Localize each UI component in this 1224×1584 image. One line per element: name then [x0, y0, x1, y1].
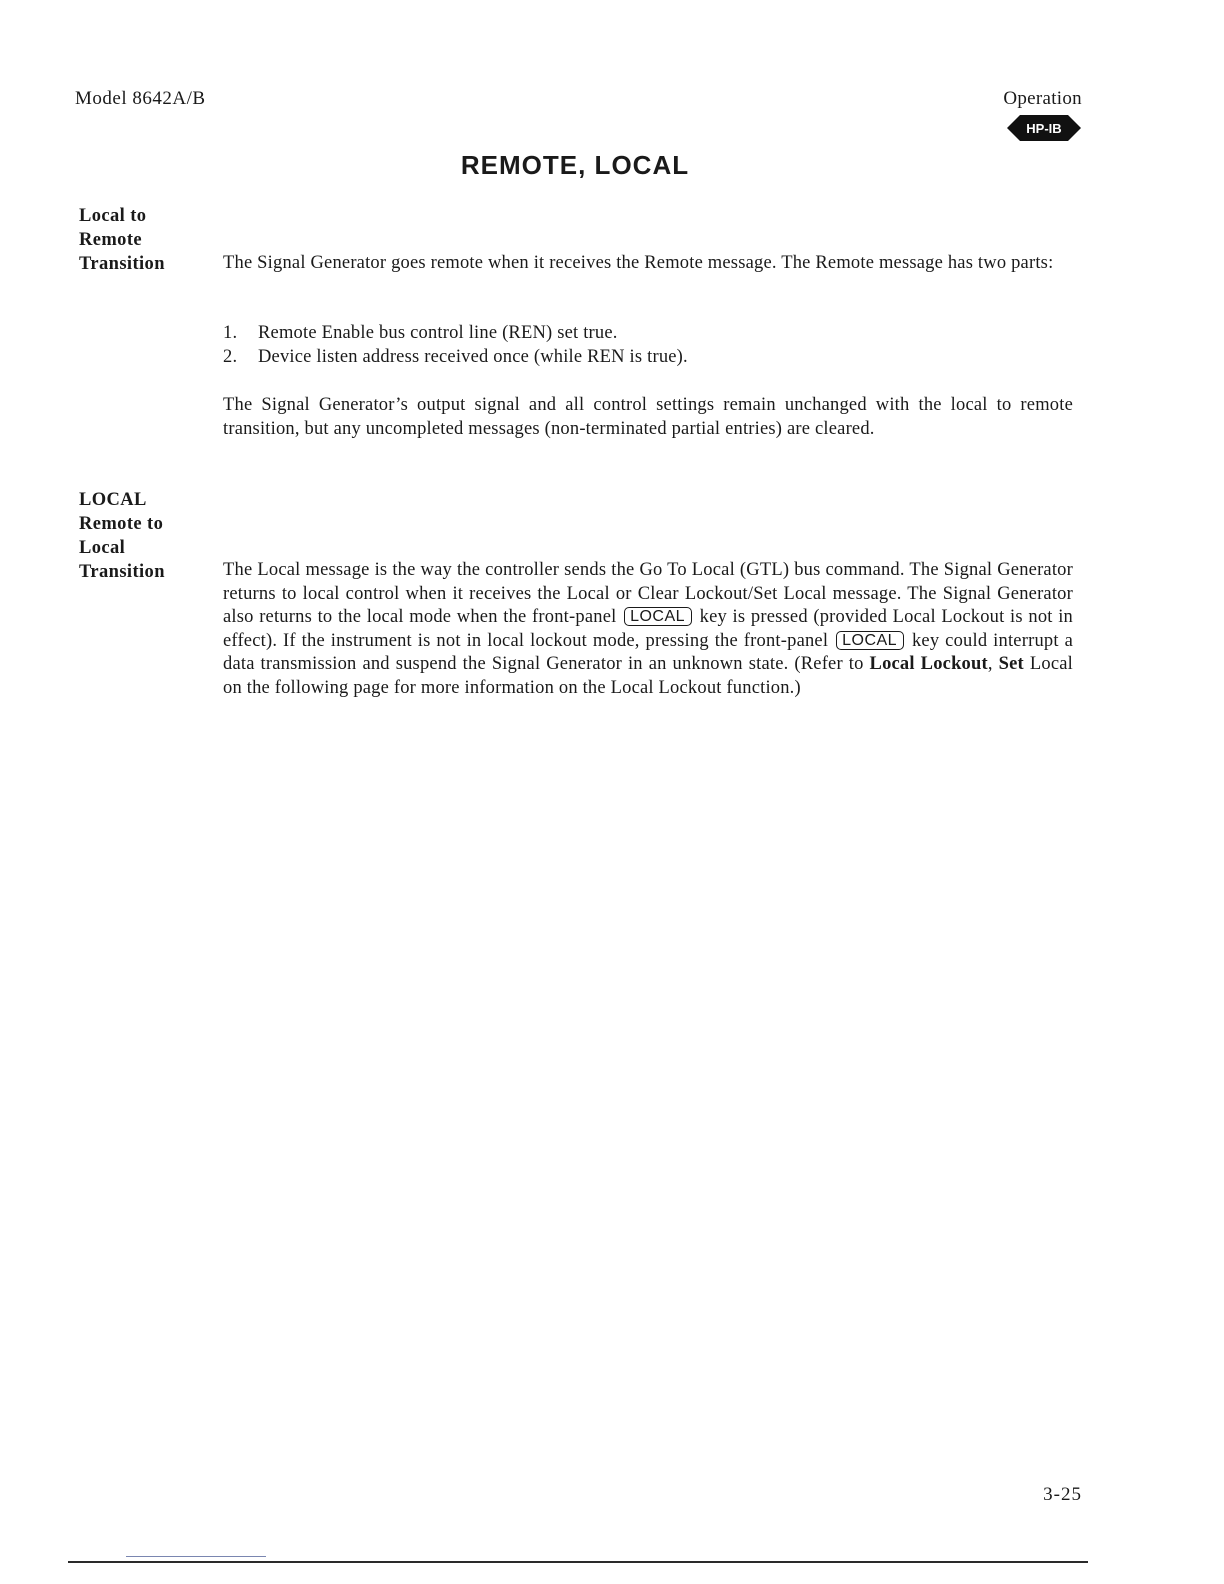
- hpib-badge-icon: [1007, 113, 1081, 143]
- list-item-number: 2.: [223, 346, 238, 367]
- bottom-rule: [68, 1561, 1088, 1563]
- heading-line: Transition: [79, 254, 165, 274]
- paragraph-text: ,: [987, 654, 993, 675]
- header-section: Operation: [1003, 88, 1082, 109]
- page-title: REMOTE, LOCAL: [460, 150, 690, 180]
- paragraph-local-message: [223, 559, 1073, 701]
- heading-line: Transition: [79, 562, 165, 582]
- cross-reference-set-local: Set: [998, 654, 1024, 675]
- hpib-badge-label: HP-IB: [1026, 121, 1062, 136]
- local-key-icon: LOCAL: [624, 607, 692, 626]
- section-heading-local-to-remote: [79, 204, 209, 276]
- paragraph-remote-transition: The Signal Generator’s output signal and all control settings remain unchanged with the local to remote transition, but any uncompleted messages (non-terminated partial entries) are cleared.: [223, 395, 1073, 439]
- list-item-text: Remote Enable bus control line (REN) set true.: [258, 323, 618, 343]
- remote-message-parts-list: [223, 322, 1073, 369]
- paragraph-text: key is pressed (provided Local Lockout is not in effect). If the instrument is not in local lockout mode, pressing the front-panel: [223, 607, 1074, 651]
- list-item-text: Device listen address received once (while REN is true).: [258, 346, 688, 367]
- section-heading-remote-to-local: [79, 488, 209, 584]
- list-item-number: 1.: [223, 323, 238, 343]
- paragraph-text: The Local message is the way the controller sends the Go To Local (GTL) bus command. The Signal Generator returns to local control when it receives the Local or Clear Lockout/Set Local message. The Signal Generator also returns to the local mode when the front-panel: [223, 560, 1073, 628]
- heading-line: Local: [79, 538, 126, 558]
- page-number: 3-25: [1043, 1484, 1082, 1505]
- paragraph-text: Local on the following page for more information on the Local Lockout function.): [223, 654, 1073, 698]
- heading-line: LOCAL: [79, 490, 147, 510]
- local-key-icon: LOCAL: [836, 631, 904, 650]
- heading-line: Remote: [79, 230, 143, 250]
- list-item: [223, 322, 1073, 346]
- header-model: Model 8642A/B: [75, 88, 206, 109]
- paragraph-text: key could interrupt a data transmission and suspend the Signal Generator in an unknown state. (Refer to: [223, 630, 1073, 675]
- heading-line: Remote to: [79, 514, 164, 534]
- list-item: [223, 346, 1073, 370]
- heading-line: Local to: [79, 206, 147, 226]
- cross-reference-local-lockout: Local Lockout: [869, 654, 988, 675]
- paragraph-remote-intro: The Signal Generator goes remote when it receives the Remote message. The Remote message has two parts:: [223, 253, 1054, 273]
- bottom-rule-short: [126, 1556, 266, 1557]
